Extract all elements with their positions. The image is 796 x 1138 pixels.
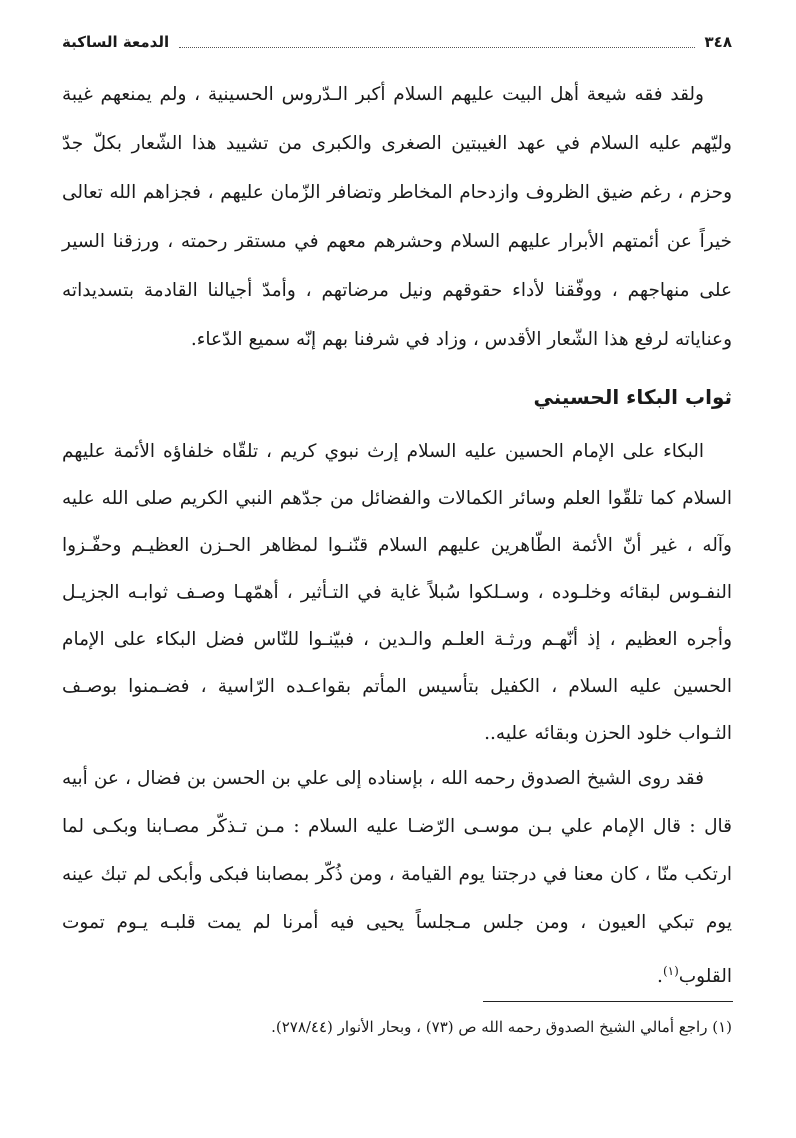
footnote-reference: (١)	[662, 964, 679, 978]
footnote-separator	[483, 1001, 733, 1002]
paragraph-1-text: ولقد فقه شيعة أهل البيت عليهم السلام أكبر الـدّروس الحسينية ، ولم يمنعهم غيبة وليّهم عليه السلام في عهد الغيبتين الصغرى والكبرى من تشييد هذا الشّعار بكلّ جدّ وحزم ، رغم ضيق الظروف وازدحام المخاطر وتضافر الزّمان عليهم ، فجزاهم الله تعالى خيراً عن أئمتهم الأبرار عليهم السلام وحشرهم معهم في مستقر رحمته ، ورزقنا السير على منهاجهم ، ووفّقنا لأداء حقوقهم ونيل مرضاتهم ، وأمدّ أجيالنا القادمة بتسديداته وعناياته لرفع هذا الشّعار الأقدس ، وزاد في شرفنا بهم إنّه سميع الدّعاء.	[62, 84, 732, 350]
section-title: ثواب البكاء الحسيني	[533, 385, 732, 409]
paragraph-3	[62, 755, 732, 1001]
page-number: ٣٤٨	[704, 33, 732, 51]
footnote: (١) راجع أمالي الشيخ الصدوق رحمه الله ص (٧٣) ، وبحار الأنوار (٢٧٨/٤٤).	[271, 1018, 732, 1036]
paragraph-3-wrapper: فقد روى الشيخ الصدوق رحمه الله ، بإسناده إلى علي بن الحسن بن فضال ، عن أبيه قال : قال الإمام علي بـن موسـى الرّضـا عليه السلام : مـن تـذكّر مصـابنا وبكـى لما ارتكب منّا ، كان معنا في درجتنا يوم القيامة ، ومن ذُكّر بمصابنا فبكى وأبكى لم تبك عينه يوم تبكي العيون ، ومن جلس مـجلساً يحيى فيه أمرنا لم يمت قلبـه يـوم تموت القلوب$^{(١)}$.	[62, 768, 732, 988]
page-header	[62, 30, 732, 54]
header-dotted-leader	[179, 37, 694, 48]
paragraph-3-text: فقد روى الشيخ الصدوق رحمه الله ، بإسناده إلى علي بن الحسن بن فضال ، عن أبيه قال : قال الإمام علي بـن موسـى الرّضـا عليه السلام : مـن تـذكّر مصـابنا وبكـى لما ارتكب منّا ، كان معنا في درجتنا يوم القيامة ، ومن ذُكّر بمصابنا فبكى وأبكى لم تبك عينه يوم تبكي العيون ، ومن جلس مـجلساً يحيى فيه أمرنا لم يمت قلبـه يـوم تموت القلوب	[62, 768, 732, 988]
paragraph-1	[62, 70, 732, 364]
paragraph-2-text: البكاء على الإمام الحسين عليه السلام إرث نبوي كريم ، تلقّاه خلفاؤه الأئمة عليهم السلام كما تلقّوا العلم وسائر الكمالات والفضائل من جدّهم النبي الكريم صلى الله عليه وآله ، غير أنّ الأئمة الطّاهرين عليهم السلام قنّنـوا لمظاهر الحـزن العظيـم وحفّـزوا النفـوس لبقائه وخلـوده ، وسـلكوا سُبلاً غاية في التـأثير ، أهمّهـا وصـف ثوابـه الجزيـل وأجره العظيم ، إذ أنّهـم ورثـة العلـم والـدين ، فبيّنـوا للنّاس فضل البكاء على الإمام الحسين عليه السلام ، الكفيل بتأسيس المأتم بقواعـده الرّاسية ، فضـمنوا بوصـف الثـواب خلود الحزن وبقائه عليه..	[62, 441, 732, 744]
running-title: الدمعة الساكبة	[62, 33, 170, 51]
paragraph-2	[62, 428, 732, 757]
